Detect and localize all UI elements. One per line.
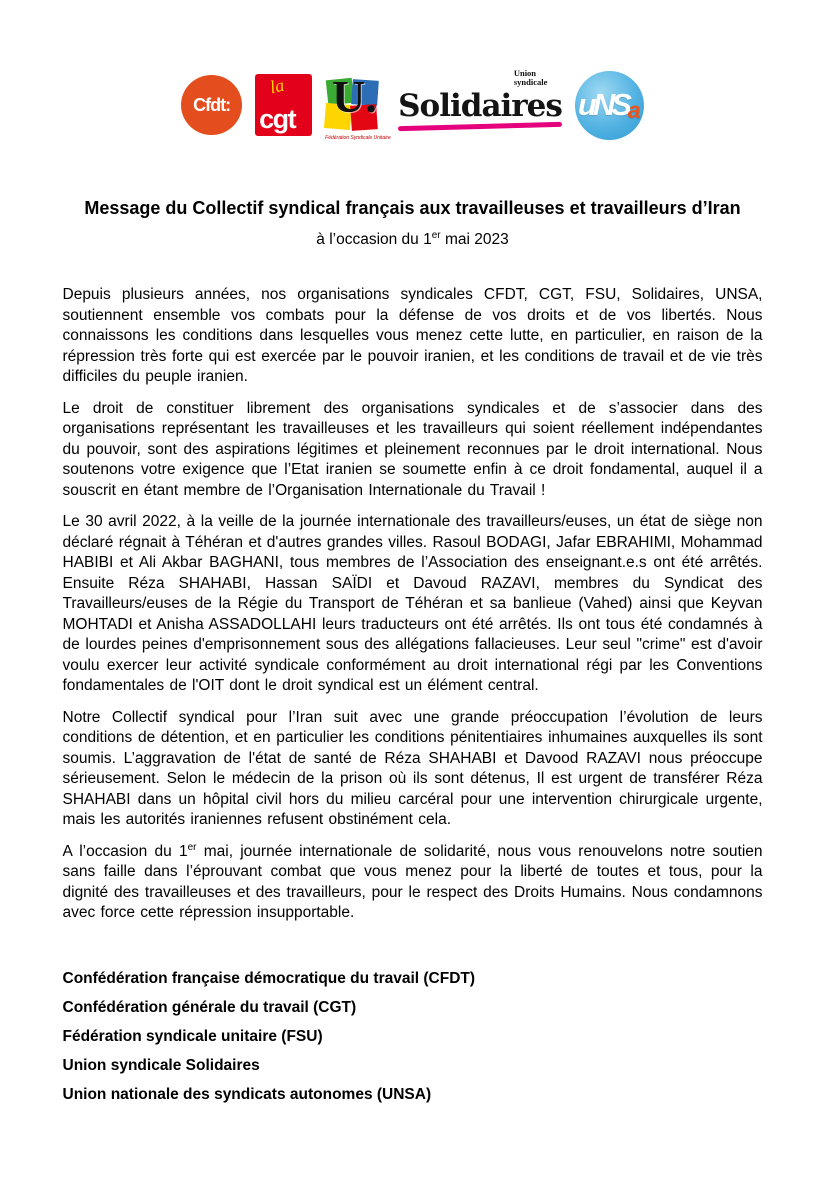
paragraph-2: Le droit de constituer librement des organisations syndicales et de s’associer dans des organisations représentant les travailleuses et les travailleurs qui soient réellement indépendantes du pouvoir, sont des aspirations légitimes et pleinement reconnues par le droit international. Nous soutenons votre exigence que l’Etat iranien se soumette enfin à ce droit fondamental, auquel il a souscrit en étant membre de l’Organisation Internationale du Travail ! [62,399,763,499]
cgt-logo [255,74,312,136]
signature-block [63,970,763,1103]
fsu-logo-caption: Fédération Syndicale Unitaire [325,135,391,141]
solidaires-union-syndicale-text: Union syndicale [513,68,548,88]
paragraph-5-text-end: mai, journée internationale de solidarité, nous vous renouvelons notre soutien sans faille dans l’éprouvant combat que vous menez pour la liberté de toutes et tous, pour la dignité des travailleuses et des travailleurs, pour le respect des Droits Humains. Nous condamnons avec force cette répression insupportable. [62,842,763,921]
cfdt-logo [181,75,242,135]
paragraph-5-superscript: er [187,841,197,853]
document-body [63,285,763,924]
logo-banner [0,0,825,150]
solidaires-logo [398,68,562,129]
paragraph-3: Le 30 avril 2022, à la veille de la journée internationale des travailleurs/euses, un état de siège non déclaré régnait à Téhéran et d'autres grandes villes. Rasoul BODAGI, Jafar EBRAHIMI, Mohammad HABIBI et Ali Akbar BAGHANI, tous membres de l’Association des enseignant.e.s ont été arrêtés. Ensuite Réza SHAHABI, Hassan SAÏDI et Davoud RAZAVI, membres du Syndicat des Travailleurs/euses de la Régie du Transport de Téhéran et sa banlieue (Vahed) ainsi que Keyvan MOHTADI et Anisha ASSADOLLAHI leurs traducteurs ont été arrêtés. Ils ont tous été condamnés à de lourdes peines d'emprisonnement sous des allégations fallacieuses. Leur seul "crime" est d'avoir voulu exercer leur activité syndicale conformément au droit international régi par les Conventions fondamentales de l'OIT dont le droit syndical est un élément central. [62,513,763,694]
subtitle-text-end: mai 2023 [440,231,509,248]
unsa-logo [575,71,644,140]
cfdt-logo-text: Cfdt: [193,94,231,115]
paragraph-5 [63,842,763,924]
paragraph-4: Notre Collectif syndical pour l’Iran suit avec une grande préoccupation l’évolution de leurs conditions de détention, et en particulier les conditions pénitentiaires inhumaines auxquelles ils sont soumis. L’aggravation de l'état de santé de Réza SHAHABI et Davood RAZAVI nous préoccupe sérieusement. Selon le médecin de la prison où ils sont détenus, Il est urgent de transférer Réza SHAHABI dans un hôpital civil hors du milieu carcéral pour une intervention chirurgicale urgente, mais les autorités iraniennes refusent obstinément cela. [62,708,763,828]
solidaires-logo-text: Solidaires [398,88,562,124]
signature-cfdt: Confédération française démocratique du travail (CFDT) [62,969,476,987]
paragraph-5-text: A l’occasion du 1 [62,842,188,860]
paragraph-1: Depuis plusieurs années, nos organisations syndicales CFDT, CGT, FSU, Solidaires, UNSA, soutiennent ensemble vos combats pour la défense de vos droits et de vos libertés. Nous connaissons les conditions dans lesquelles vous menez cette lutte, en particulier, en raison de la répression très forte qui est exercée par le pouvoir iranien, et les conditions de travail et de vie très difficiles du peuple iranien. [62,286,763,385]
signature-unsa: Union nationale des syndicats autonomes (UNSA) [62,1085,432,1103]
subtitle-superscript: er [431,229,441,241]
cgt-logo-text: cgt [259,104,296,134]
signature-solidaires: Union syndicale Solidaires [62,1056,260,1074]
cgt-logo-script-text: la [268,74,287,98]
fsu-logo-text: U. [332,71,377,122]
document-subtitle [0,231,825,249]
signature-fsu: Fédération syndicale unitaire (FSU) [62,1027,323,1045]
fsu-logo [325,71,391,141]
unsa-logo-uns-text: uNS [577,86,628,122]
signature-cgt: Confédération générale du travail (CGT) [62,998,357,1016]
unsa-logo-a-text: a [627,96,641,123]
unsa-logo-text [577,86,641,123]
document-title: Message du Collectif syndical français aux travailleuses et travailleurs d’Iran [84,198,741,218]
subtitle-text: à l’occasion du 1 [316,231,432,248]
